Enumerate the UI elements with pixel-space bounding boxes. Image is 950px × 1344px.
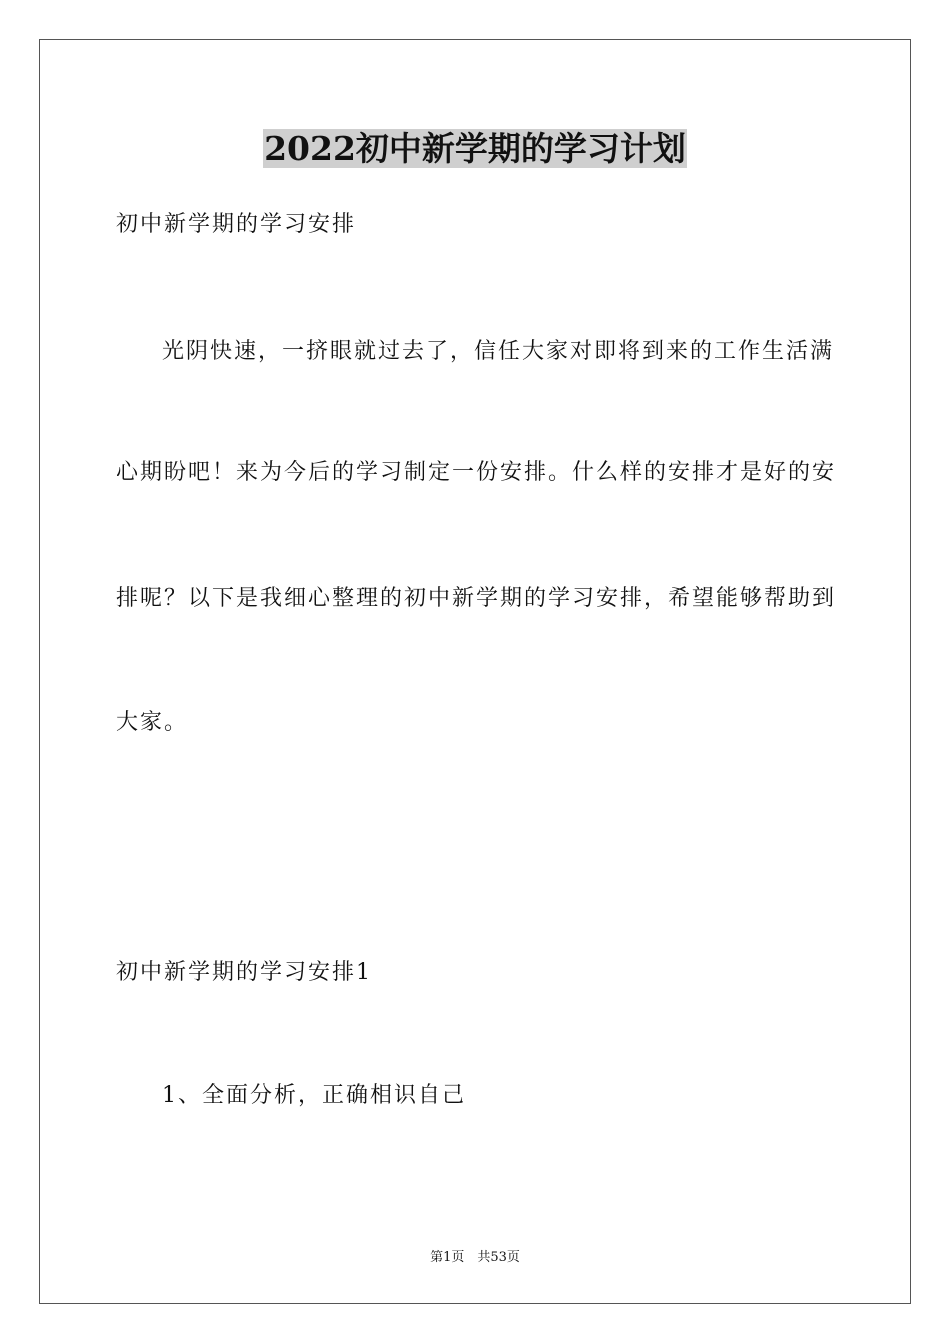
- intro-line-4: 大家。: [116, 710, 189, 735]
- document-title: 2022初中新学期的学习计划: [264, 129, 686, 168]
- section-item: 1、全面分析，正确相识自己: [162, 1083, 466, 1108]
- section-heading: 初中新学期的学习安排1: [116, 960, 372, 985]
- intro-line-1: 光阴快速，一挤眼就过去了，信任大家对即将到来的工作生活满: [162, 339, 835, 364]
- page-footer: 第1页 共53页: [430, 1250, 520, 1265]
- intro-line-3: 排呢？以下是我细心整理的初中新学期的学习安排，希望能够帮助到: [116, 586, 837, 611]
- document-title-container: [0, 128, 950, 170]
- document-subtitle: 初中新学期的学习安排: [116, 212, 357, 237]
- intro-line-2: 心期盼吧！来为今后的学习制定一份安排。什么样的安排才是好的安: [116, 460, 837, 485]
